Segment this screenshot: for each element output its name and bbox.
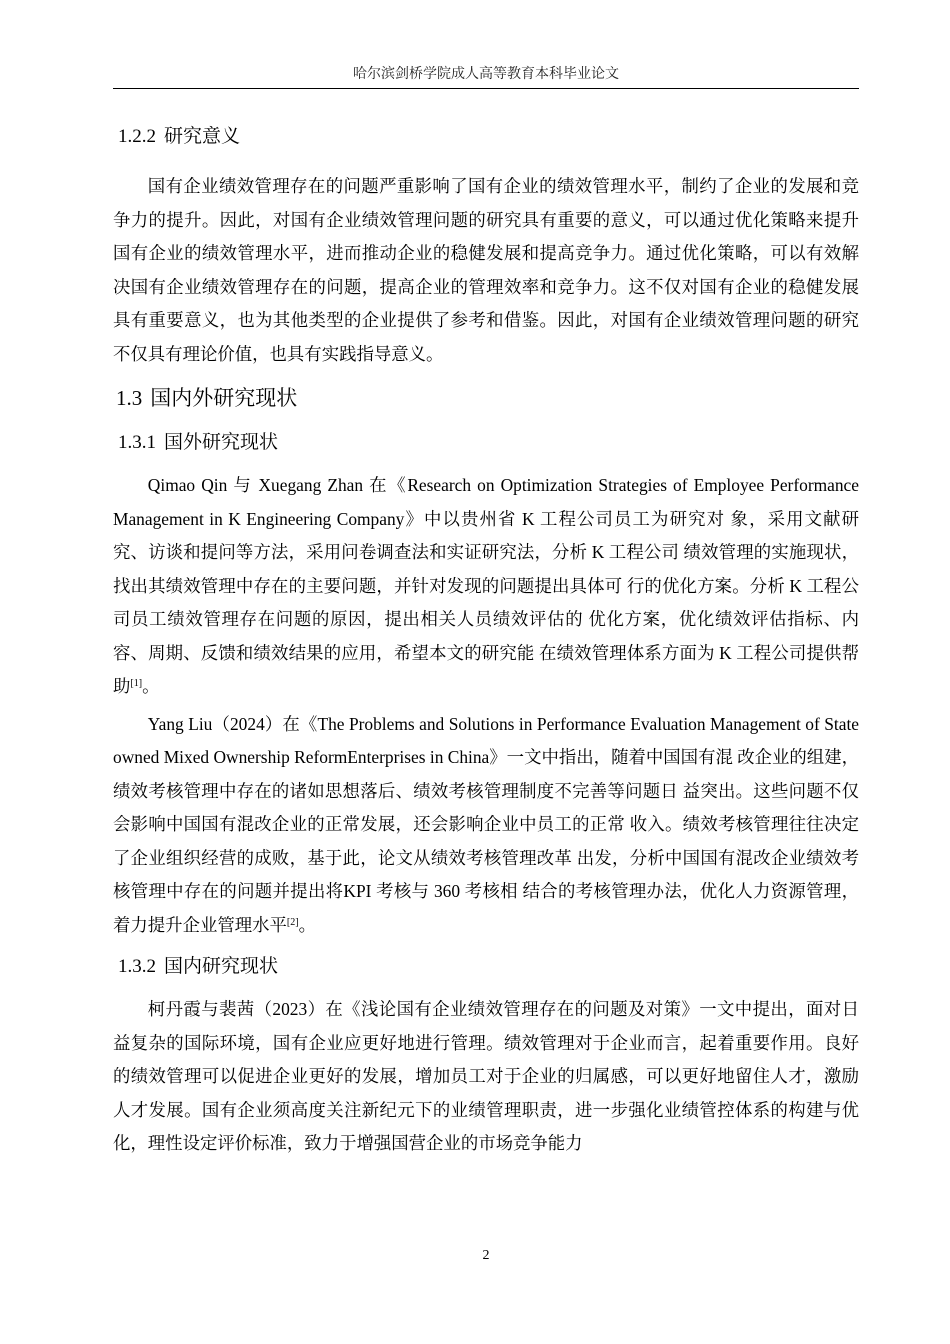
paragraph-text: Qimao Qin 与 Xuegang Zhan 在《Research on Optimization Strategies of Employee Performance Management in K Engineering Company》中以贵州省 K 工程公司员工为研究对 象，采用文献研究、访谈和提问等方法，采用问卷调查法和实证研究法，分析 K 工程公司 绩效管理的实施现状，找出其绩效管理中存在的主要问题，并针对发现的问题提出具体可 行的优化方案。分析 K 工程公司员工绩效管理存在问题的原因，提出相关人员绩效评估的 优化方案，优化绩效评估指标、内容、周期、反馈和绩效结果的应用，希望本文的研究能 在绩效管理体系方面为 K 工程公司提供帮助 <box>113 475 859 696</box>
paragraph-end: 。 <box>142 676 160 696</box>
paragraph-significance: 国有企业绩效管理存在的问题严重影响了国有企业的绩效管理水平，制约了企业的发展和竞争力的提升。因此，对国有企业绩效管理问题的研究具有重要的意义，可以通过优化策略来提升国有企业的绩效管理水平，进而推动企业的稳健发展和提高竞争力。通过优化策略，可以有效解决国有企业绩效管理存在的问题，提高企业的管理效率和竞争力。这不仅对国有企业的稳健发展具有重要意义，也为其他类型的企业提供了参考和借鉴。因此，对国有企业绩效管理问题的研究不仅具有理论价值，也具有实践指导意义。 <box>113 176 859 364</box>
paragraph-end: 。 <box>298 914 316 935</box>
page-number: 2 <box>482 1248 490 1263</box>
heading-1-3 <box>113 383 859 413</box>
heading-title: 研究意义 <box>164 125 241 147</box>
heading-title: 国内研究现状 <box>164 955 279 977</box>
heading-title: 国外研究现状 <box>164 431 279 453</box>
citation-ref-2: [2] <box>286 916 299 928</box>
citation-ref-1: [1] <box>130 678 143 689</box>
heading-1-3-2 <box>113 952 859 981</box>
heading-number: 1.3.2 <box>118 956 156 977</box>
heading-number: 1.2.2 <box>118 126 156 147</box>
heading-title: 国内外研究现状 <box>150 386 298 410</box>
heading-1-3-1 <box>113 428 859 457</box>
paragraph-foreign-2 <box>113 708 859 943</box>
paragraph-foreign-1 <box>113 469 859 704</box>
page-content <box>113 116 859 1161</box>
running-header: 哈尔滨剑桥学院成人高等教育本科毕业论文 <box>353 67 619 82</box>
heading-number: 1.3.1 <box>118 432 156 453</box>
heading-number: 1.3 <box>116 386 143 410</box>
paragraph-domestic: 柯丹霞与裴茜（2023）在《浅论国有企业绩效管理存在的问题及对策》一文中提出，面对日益复杂的国际环境，国有企业应更好地进行管理。绩效管理对于企业而言，起着重要作用。良好的绩效管理可以促进企业更好的发展，增加员工对于企业的归属感，可以更好地留住人才，激励人才发展。国有企业须高度关注新纪元下的业绩管理职责，进一步强化业绩管控体系的构建与优化，理性设定评价标准，致力于增强国营企业的市场竞争能力 <box>113 999 859 1153</box>
paragraph-text: Yang Liu（2024）在《The Problems and Solutions in Performance Evaluation Management of State owned Mixed Ownership ReformEnterprises in China》一文中指出，随着中国国有混 改企业的组建，绩效考核管理中存在的诸如思想落后、绩效考核管理制度不完善等问题日 益突出。这些问题不仅会影响中国国有混改企业的正常发展，还会影响企业中员工的正常 收入。绩效考核管理往往决定了企业组织经营的成败，基于此，论文从绩效考核管理改革 出发，分析中国国有混改企业绩效考核管理中存在的问题并提出将KPI 考核与 360 考核相 结合的考核管理办法，优化人力资源管理，着力提升企业管理水平 <box>113 713 859 935</box>
header-rule <box>113 88 859 89</box>
heading-1-2-2 <box>113 122 859 151</box>
